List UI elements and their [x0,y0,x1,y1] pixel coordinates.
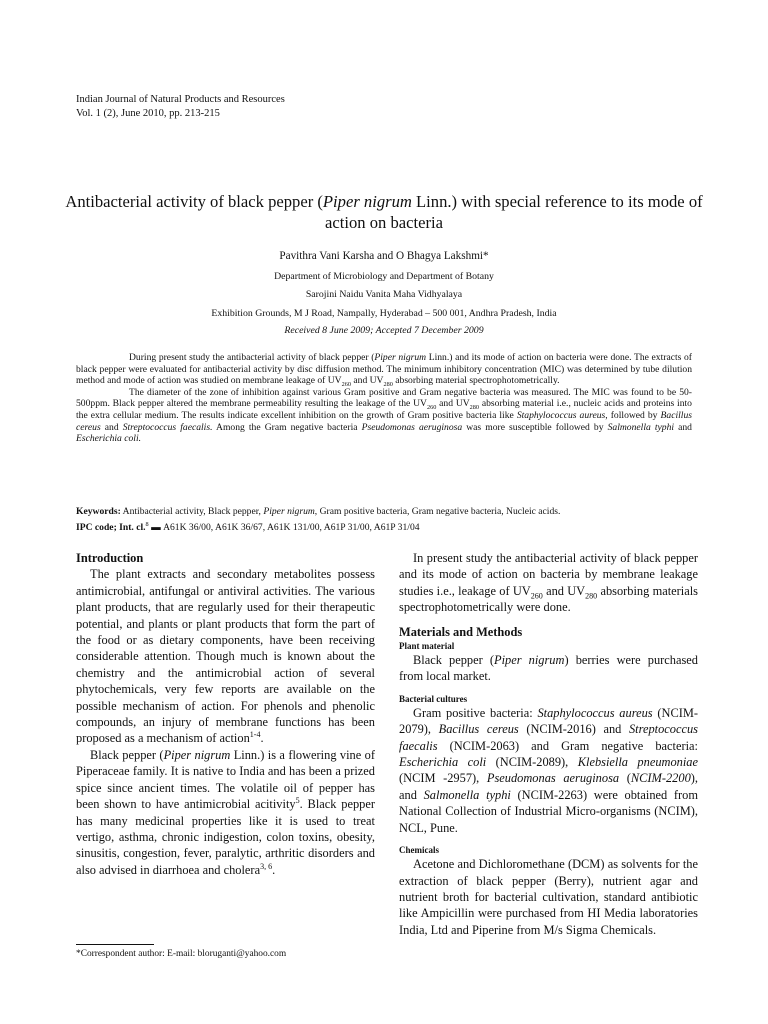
body-paragraph: In present study the antibacterial activity of black pepper and its mode of action on bacteria by membrane leakage studies i.e., leakage of $UV_{260}$ and $UV_{280}$ absorbing materials spectrophotometrically were done. [399,551,698,615]
section-heading-materials-methods: Materials and Methods [399,624,523,639]
keywords-block [76,504,692,536]
body-paragraph: Gram positive bacteria: Staphylococcus aureus (NCIM-2079), Bacillus cereus (NCIM-2016) and Streptococcus faecalis (NCIM-2063) and Gram negative bacteria: Escherichia coli (NCIM-2089), Klebsiella pneumoniae (NCIM -2957), Pseudomonas aeruginosa (NCIM-2200), and Salmonella typhi (NCIM-2263) were obtained from National Collection of Industrial Micro-organisms (NCIM), NCL, Pune. [399,705,699,835]
body-paragraph: The plant extracts and secondary metabolites possess antimicrobial, antifungal or antiviral activities. The various plant products, that are regularly used for their therapeutic potential, and plants or plant products that form the part of the food or as dietary components, have been receiving considerable attention. Though much is known about the chemistry and the antimicrobial action of several phytochemicals, very few reports are available on the possible mechanism of action. For phenols and phenolic compounds, an injury of membrane functions has been proposed as a mechanism of action$^{1-4}$. [76,567,375,746]
article-title: Antibacterial activity of black pepper (Piper nigrum Linn.) with special reference to its mode of action on bacteria [65,192,703,232]
footnote-divider [76,944,154,945]
right-column [399,550,698,938]
journal-volume: Vol. 1 (2), June 2010, pp. 213-215 [76,108,220,119]
abstract [76,352,692,445]
body-paragraph: Black pepper (Piper nigrum Linn.) is a flowering vine of Piperaceae family. It is native to India and has been a prized spice since ancient times. The volatile oil of pepper has been shown to have antimicrobial acitivity$^5$. Black pepper has many medicinal properties like it is used to treat vertigo, asthma, chronic indigestion, colon toxins, obesity, sinusitis, congestion, fever, paralytic, arthritic disorders and also advised in diarrhoea and cholera$^{3, 6}$. [76,747,375,877]
journal-name: Indian Journal of Natural Products and Resources [76,94,285,105]
journal-header [76,93,285,121]
authors: Pavithra Vani Karsha and O Bhagya Lakshmi* [279,250,489,262]
affiliation: Department of Microbiology and Department of Botany Sarojini Naidu Vanita Maha Vidhyalaya Exhibition Grounds, M J Road, Nampally, Hyderabad – 500 001, Andhra Pradesh, India [211,271,557,319]
abstract-paragraph: During present study the antibacterial activity of black pepper (Piper nigrum Linn.) and its mode of action on bacteria were done. The extracts of black pepper were evaluated for antibacterial activity by disc diffusion method. The minimum inhibitory concentration (MIC) was determined by tube dilution method and mode of action was studied on membrane leakage of $UV_{260}$ and $UV_{280}$ absorbing material spectrophotometrically. [76,352,692,389]
subheading-plant-material: Plant material [399,641,455,652]
received-dates: Received 8 June 2009; Accepted 7 December 2009 [284,325,484,336]
abstract-paragraph: The diameter of the zone of inhibition against various Gram positive and Gram negative bacteria was measured. The MIC was found to be 50-500ppm. Black pepper altered the membrane permeability resulting the leakage of the $UV_{260}$ and $UV_{280}$ absorbing material i.e., nucleic acids and proteins into the extra cellular medium. The results indicate excellent inhibition on the growth of Gram positive bacteria like Staphylococcus aureus, followed by Bacillus cereus and Streptococcus faecalis. Among the Gram negative bacteria Pseudomonas aeruginosa was more susceptible followed by Salmonella typhi and Escherichia coli. [76,386,692,445]
left-column [76,550,375,878]
keywords: Keywords: Antibacterial activity, Black pepper, Piper nigrum, Gram positive bacteria, Gram negative bacteria, Nucleic acids. [76,506,561,517]
body-paragraph: Acetone and Dichloromethane (DCM) as solvents for the extraction of black pepper (Berry), nutrient agar and nutrient broth for bacterial cultivation, standard antibiotic like Ampicillin were purchased from HI Media laboratories India, Ltd and Piperine from M/s Sigma Chemicals. [399,857,698,937]
subheading-bacterial-cultures: Bacterial cultures [399,693,468,704]
body-paragraph: Black pepper (Piper nigrum) berries were purchased from local market. [399,653,698,684]
ipc-code: IPC code; Int. cl.$^8$ ▬ A61K 36/00, A61K 36/67, A61K 131/00, A61P 31/00, A61P 31/04 [76,520,420,533]
subheading-chemicals: Chemicals [399,845,439,856]
footnote: *Correspondent author: E-mail: bloruganti@yahoo.com [76,949,287,959]
section-heading-introduction: Introduction [76,551,144,565]
